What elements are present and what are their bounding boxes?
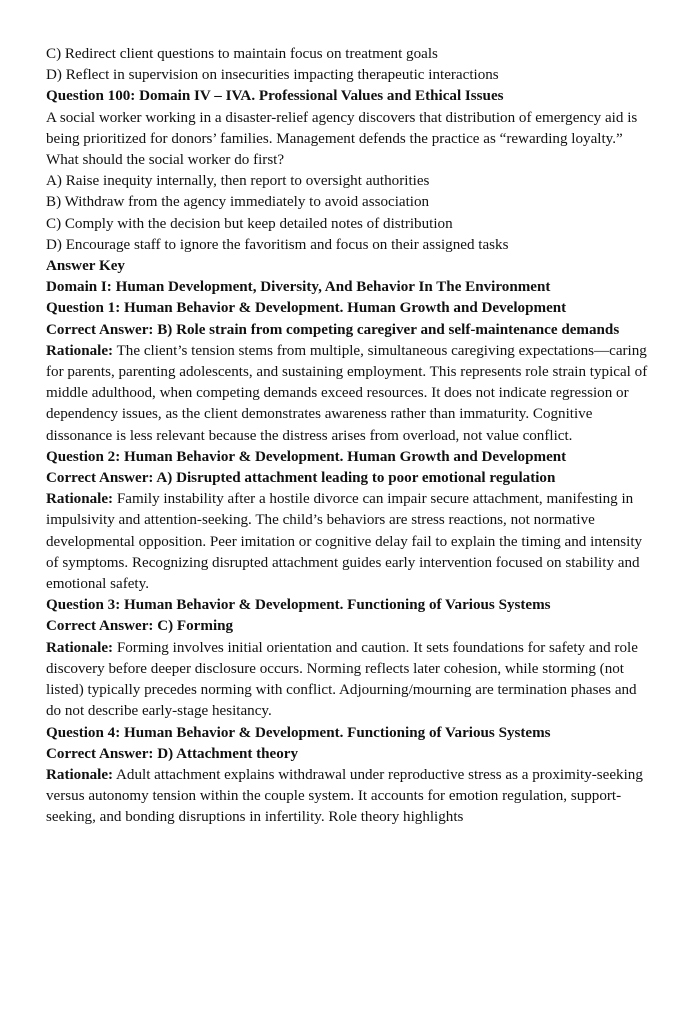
answer-rationale — [46, 489, 650, 595]
answer-rationale — [46, 765, 650, 829]
rationale-label: Rationale: — [46, 491, 114, 508]
answer-correct-answer: Correct Answer: D) Attachment theory — [46, 745, 299, 762]
option-item: A) Raise inequity internally, then report to oversight authorities — [46, 173, 430, 190]
question-100-heading: Question 100: Domain IV – IVA. Professional Values and Ethical Issues — [46, 88, 504, 105]
answer-entry — [46, 723, 650, 829]
rationale-label: Rationale: — [46, 639, 114, 656]
rationale-label: Rationale: — [46, 766, 114, 783]
rationale-label: Rationale: — [46, 342, 114, 359]
answer-question-heading: Question 4: Human Behavior & Development. Functioning of Various Systems — [46, 724, 551, 741]
rationale-text: Family instability after a hostile divorce can impair secure attachment, manifesting in impulsivity and attention-seeking. The child’s behaviors are stress reactions, not normative developmental opposition. Peer imitation or cognitive delay fail to explain the timing and intensity of symptoms. Recognizing disrupted attachment guides early intervention focused on stability and emotional safety. — [46, 491, 643, 593]
document-body — [46, 44, 650, 829]
answer-question-heading: Question 1: Human Behavior & Development. Human Growth and Development — [46, 300, 567, 317]
previous-question-options — [46, 44, 650, 86]
rationale-text: Forming involves initial orientation and caution. It sets foundations for safety and role discovery before deeper disclosure occurs. Norming reflects later cohesion, while storming (not listed) typically precedes norming with conflict. Adjourning/mourning are termination phases and do not describe early-stage hesitancy. — [46, 639, 638, 720]
option-item: D) Encourage staff to ignore the favoritism and focus on their assigned tasks — [46, 236, 509, 253]
answer-key-domain-heading — [46, 277, 650, 298]
answer-entry — [46, 595, 650, 722]
rationale-text: The client’s tension stems from multiple, simultaneous caregiving expectations—caring for parents, parenting adolescents, and sustaining employment. This represents role strain typical of middle adulthood, when competing demands exceed resources. It does not indicate regression or dependency issues, as the client demonstrates awareness rather than immaturity. Cognitive dissonance is less relevant because the distress arises from overload, not value conflict. — [46, 342, 648, 444]
answer-key-heading — [46, 256, 650, 277]
answer-question-heading: Question 3: Human Behavior & Development. Functioning of Various Systems — [46, 597, 551, 614]
answer-correct-answer: Correct Answer: B) Role strain from competing caregiver and self-maintenance demands — [46, 321, 620, 338]
question-100-block — [46, 86, 650, 256]
answer-entry — [46, 447, 650, 595]
answer-rationale — [46, 341, 650, 447]
domain-title: Domain I: Human Development, Diversity, And Behavior In The Environment — [46, 279, 551, 296]
answer-correct-answer: Correct Answer: C) Forming — [46, 618, 234, 635]
answer-key-title: Answer Key — [46, 258, 125, 275]
option-item: D) Reflect in supervision on insecurities impacting therapeutic interactions — [46, 67, 499, 84]
option-item: B) Withdraw from the agency immediately to avoid association — [46, 194, 430, 211]
answer-rationale — [46, 638, 650, 723]
question-100-stem: A social worker working in a disaster-relief agency discovers that distribution of emergency aid is being prioritized for donors’ families. Management defends the practice as “rewarding loyalty.” What should the social worker do first? — [46, 109, 638, 169]
answer-question-heading: Question 2: Human Behavior & Development. Human Growth and Development — [46, 448, 567, 465]
rationale-text: Adult attachment explains withdrawal under reproductive stress as a proximity-seeking versus autonomy tension within the couple system. It accounts for emotion regulation, support-seeking, and bonding disruptions in infertility. Role theory highlights — [46, 766, 643, 826]
option-item: C) Redirect client questions to maintain focus on treatment goals — [46, 46, 438, 62]
answer-correct-answer: Correct Answer: A) Disrupted attachment leading to poor emotional regulation — [46, 470, 556, 487]
option-item: C) Comply with the decision but keep detailed notes of distribution — [46, 215, 453, 232]
answer-entry — [46, 298, 650, 446]
